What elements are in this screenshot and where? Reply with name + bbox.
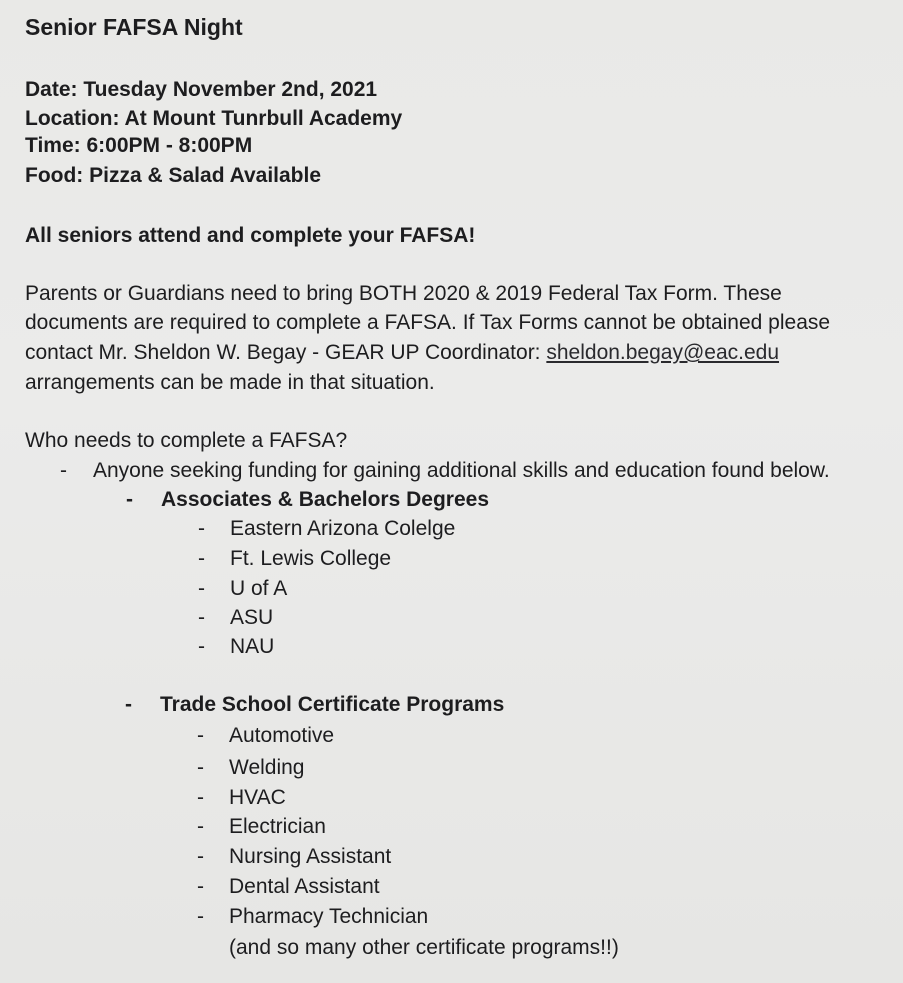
degree-dash: -	[198, 577, 205, 600]
degrees-heading: Associates & Bachelors Degrees	[161, 488, 489, 511]
trade-item: Pharmacy Technician	[229, 905, 429, 928]
degree-dash: -	[198, 517, 205, 540]
paragraph-line-4: arrangements can be made in that situation.	[25, 371, 435, 394]
paragraph-line-3	[25, 341, 779, 365]
trade-item-dash: -	[197, 815, 204, 838]
trade-item: Automotive	[229, 724, 335, 747]
trade-item-dash: -	[197, 845, 204, 868]
trade-heading: Trade School Certificate Programs	[160, 693, 505, 716]
degree-item: Ft. Lewis College	[230, 547, 392, 570]
coordinator-email-link[interactable]: sheldon.begay@eac.edu	[546, 341, 780, 364]
degrees-dash: -	[126, 488, 133, 511]
trade-item: Welding	[229, 756, 305, 779]
trade-dash: -	[125, 693, 132, 716]
question-heading: Who needs to complete a FAFSA?	[25, 429, 348, 452]
event-date: Date: Tuesday November 2nd, 2021	[25, 78, 378, 101]
trade-item-dash: -	[197, 905, 204, 928]
paragraph-line-1: Parents or Guardians need to bring BOTH 2020 & 2019 Federal Tax Form. These	[25, 282, 782, 305]
degree-dash: -	[198, 547, 205, 570]
trade-item-dash: -	[197, 786, 204, 809]
event-time: Time: 6:00PM - 8:00PM	[25, 134, 253, 157]
trade-note: (and so many other certificate programs!!)	[229, 936, 619, 959]
trade-item: Electrician	[229, 815, 326, 838]
call-to-action: All seniors attend and complete your FAFSA!	[25, 224, 476, 247]
event-food: Food: Pizza & Salad Available	[25, 164, 322, 187]
bullet-dash: -	[60, 459, 67, 482]
page-title: Senior FAFSA Night	[25, 14, 243, 40]
degree-item: Eastern Arizona Colelge	[230, 517, 456, 540]
trade-item-dash: -	[197, 756, 204, 779]
trade-item: Dental Assistant	[229, 875, 380, 898]
paragraph-line-2: documents are required to complete a FAFSA. If Tax Forms cannot be obtained please	[25, 311, 831, 334]
trade-item: HVAC	[229, 786, 286, 809]
degree-dash: -	[198, 606, 205, 629]
degree-item: NAU	[230, 635, 275, 658]
trade-item: Nursing Assistant	[229, 845, 392, 868]
degree-dash: -	[198, 635, 205, 658]
degree-item: U of A	[230, 577, 288, 600]
paragraph-line-3-text: contact Mr. Sheldon W. Begay - GEAR UP Coordinator:	[25, 341, 541, 364]
event-location: Location: At Mount Tunrbull Academy	[25, 107, 403, 130]
degree-item: ASU	[230, 606, 274, 629]
bullet-text: Anyone seeking funding for gaining additional skills and education found below.	[93, 459, 830, 482]
trade-item-dash: -	[197, 724, 204, 747]
trade-item-dash: -	[197, 875, 204, 898]
